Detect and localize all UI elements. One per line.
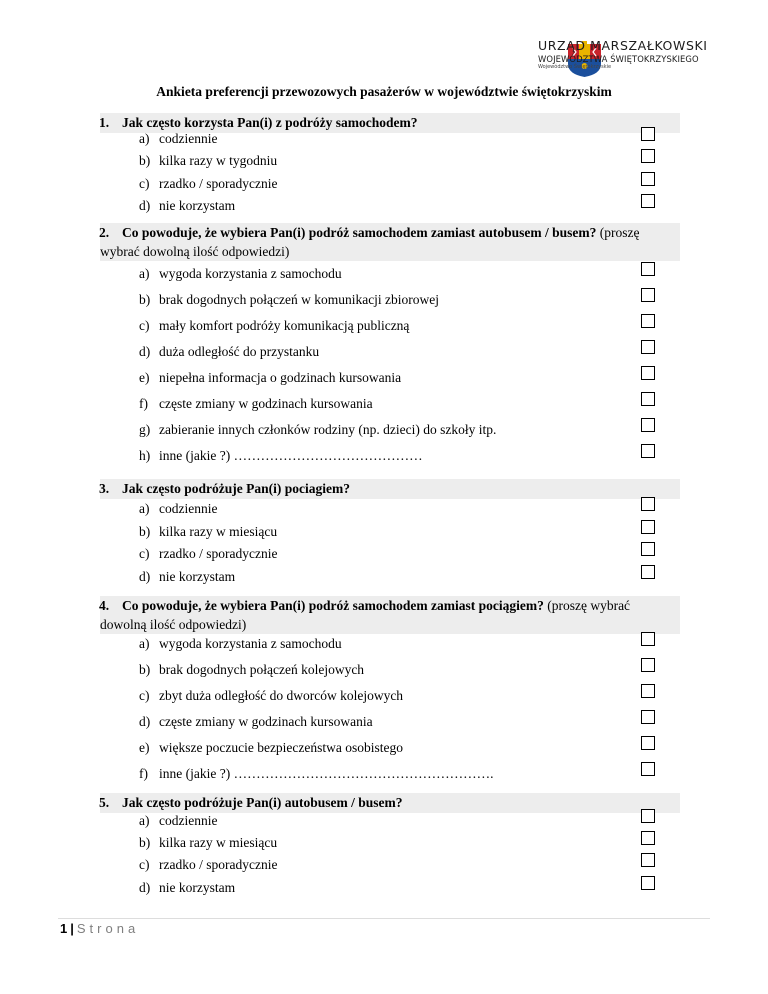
option-label xyxy=(139,766,493,782)
option-letter: f) xyxy=(139,766,148,781)
question-text-bold: Jak często korzysta Pan(i) z podróży samochodem? xyxy=(122,115,418,130)
option-text: nie korzystam xyxy=(159,880,236,895)
option-label xyxy=(139,880,235,896)
option-text: codziennie xyxy=(159,131,218,146)
option-text: kilka razy w miesiącu xyxy=(159,835,278,850)
option-letter: c) xyxy=(139,688,150,703)
option-text: duża odległość do przystanku xyxy=(159,344,320,359)
option-label xyxy=(139,857,277,873)
option-letter: e) xyxy=(139,740,150,755)
option-label xyxy=(139,176,277,192)
option-letter: f) xyxy=(139,396,148,411)
answer-checkbox[interactable] xyxy=(641,762,655,776)
answer-checkbox[interactable] xyxy=(641,565,655,579)
answer-checkbox[interactable] xyxy=(641,172,655,186)
logo-line-2: WOJEWÓDZTWA ŚWIĘTOKRZYSKIEGO xyxy=(538,53,699,64)
question-header xyxy=(100,113,680,133)
question-text-bold: Jak często podróżuje Pan(i) pociagiem? xyxy=(122,481,350,496)
answer-checkbox[interactable] xyxy=(641,194,655,208)
option-letter: b) xyxy=(139,153,151,168)
answer-checkbox[interactable] xyxy=(641,444,655,458)
answer-checkbox[interactable] xyxy=(641,684,655,698)
option-text: większe poczucie bezpieczeństwa osobistego xyxy=(159,740,404,755)
question-text-bold: Co powoduje, że wybiera Pan(i) podróż samochodem zamiast autobusem / busem? xyxy=(122,225,597,240)
option-label xyxy=(139,318,409,334)
question-text xyxy=(100,479,680,499)
option-letter: a) xyxy=(139,813,150,828)
option-letter: d) xyxy=(139,569,151,584)
logo-line-1: URZĄD MARSZAŁKOWSKI xyxy=(538,38,708,53)
option-letter: h) xyxy=(139,448,151,463)
option-text: inne (jakie ?) …………………………………… xyxy=(159,448,423,463)
option-text: mały komfort podróży komunikacją publiczną xyxy=(159,318,410,333)
question-text-bold: Co powoduje, że wybiera Pan(i) podróż samochodem zamiast pociągiem? xyxy=(122,598,544,613)
option-letter: a) xyxy=(139,636,150,651)
answer-checkbox[interactable] xyxy=(641,520,655,534)
answer-checkbox[interactable] xyxy=(641,632,655,646)
option-letter: b) xyxy=(139,292,151,307)
option-label xyxy=(139,740,403,756)
option-letter: d) xyxy=(139,880,151,895)
option-letter: a) xyxy=(139,266,150,281)
option-letter: c) xyxy=(139,318,150,333)
option-letter: b) xyxy=(139,835,151,850)
question-text-note: (proszę xyxy=(599,225,640,240)
question-text-note: (proszę wybrać xyxy=(547,598,631,613)
option-label xyxy=(139,153,277,169)
option-label xyxy=(139,198,235,214)
option-label xyxy=(139,131,217,147)
option-label xyxy=(139,370,401,386)
option-label xyxy=(139,813,217,829)
option-label xyxy=(139,344,319,360)
answer-checkbox[interactable] xyxy=(641,831,655,845)
answer-checkbox[interactable] xyxy=(641,288,655,302)
question-number: 2. xyxy=(99,225,110,240)
option-letter: a) xyxy=(139,131,150,146)
option-label xyxy=(139,636,342,652)
answer-checkbox[interactable] xyxy=(641,127,655,141)
question-text-continued: wybrać dowolną ilość odpowiedzi) xyxy=(100,244,290,259)
option-label xyxy=(139,835,277,851)
question-text xyxy=(100,596,680,615)
option-label xyxy=(139,448,423,464)
answer-checkbox[interactable] xyxy=(641,497,655,511)
option-text: wygoda korzystania z samochodu xyxy=(159,636,342,651)
option-text: częste zmiany w godzinach kursowania xyxy=(159,396,373,411)
answer-checkbox[interactable] xyxy=(641,340,655,354)
answer-checkbox[interactable] xyxy=(641,418,655,432)
option-text: nie korzystam xyxy=(159,569,236,584)
option-label xyxy=(139,292,439,308)
question-header xyxy=(100,223,680,261)
option-text: brak dogodnych połączeń kolejowych xyxy=(159,662,365,677)
document-title: Ankieta preferencji przewozowych pasażerów w województwie świętokrzyskim xyxy=(156,84,612,99)
option-text: nie korzystam xyxy=(159,198,236,213)
option-label xyxy=(139,688,403,704)
option-letter: d) xyxy=(139,714,151,729)
footer-label: Strona xyxy=(76,921,140,936)
option-text: rzadko / sporadycznie xyxy=(159,857,278,872)
question-text xyxy=(100,793,680,813)
answer-checkbox[interactable] xyxy=(641,853,655,867)
option-letter: a) xyxy=(139,501,150,516)
option-label xyxy=(139,396,373,412)
answer-checkbox[interactable] xyxy=(641,314,655,328)
question-number: 4. xyxy=(99,598,110,613)
answer-checkbox[interactable] xyxy=(641,658,655,672)
question-number: 3. xyxy=(99,481,110,496)
option-letter: c) xyxy=(139,176,150,191)
option-text: częste zmiany w godzinach kursowania xyxy=(159,714,373,729)
page-footer xyxy=(60,921,139,936)
option-text: niepełna informacja o godzinach kursowania xyxy=(159,370,402,385)
option-label xyxy=(139,501,217,517)
question-header xyxy=(100,596,680,634)
option-letter: b) xyxy=(139,662,151,677)
option-letter: c) xyxy=(139,546,150,561)
option-text: kilka razy w miesiącu xyxy=(159,524,278,539)
option-letter: e) xyxy=(139,370,150,385)
answer-checkbox[interactable] xyxy=(641,736,655,750)
answer-checkbox[interactable] xyxy=(641,366,655,380)
option-text: rzadko / sporadycznie xyxy=(159,176,278,191)
answer-checkbox[interactable] xyxy=(641,809,655,823)
page-number: 1 xyxy=(60,921,68,936)
answer-checkbox[interactable] xyxy=(641,542,655,556)
option-letter: g) xyxy=(139,422,151,437)
option-label xyxy=(139,266,342,282)
question-text xyxy=(100,113,680,133)
question-text-continued: dowolną ilość odpowiedzi) xyxy=(100,617,247,632)
answer-checkbox[interactable] xyxy=(641,149,655,163)
option-label xyxy=(139,524,277,540)
option-text: zabieranie innych członków rodziny (np. dzieci) do szkoły itp. xyxy=(159,422,497,437)
logo-text xyxy=(538,40,708,70)
question-number: 5. xyxy=(99,795,110,810)
option-label xyxy=(139,662,364,678)
option-letter: c) xyxy=(139,857,150,872)
option-text: codziennie xyxy=(159,501,218,516)
option-letter: b) xyxy=(139,524,151,539)
answer-checkbox[interactable] xyxy=(641,710,655,724)
question-text-bold: Jak często podróżuje Pan(i) autobusem / busem? xyxy=(122,795,403,810)
option-label xyxy=(139,569,235,585)
option-text: inne (jakie ?) …………………………………………………. xyxy=(159,766,494,781)
option-text: rzadko / sporadycznie xyxy=(159,546,278,561)
option-text: codziennie xyxy=(159,813,218,828)
question-header xyxy=(100,793,680,813)
option-text: brak dogodnych połączeń w komunikacji zbiorowej xyxy=(159,292,440,307)
answer-checkbox[interactable] xyxy=(641,392,655,406)
option-letter: d) xyxy=(139,344,151,359)
question-number: 1. xyxy=(99,115,110,130)
answer-checkbox[interactable] xyxy=(641,876,655,890)
footer-divider xyxy=(58,918,710,919)
answer-checkbox[interactable] xyxy=(641,262,655,276)
option-letter: d) xyxy=(139,198,151,213)
question-text xyxy=(100,223,680,242)
footer-separator: | xyxy=(70,921,74,936)
option-label xyxy=(139,714,373,730)
option-text: wygoda korzystania z samochodu xyxy=(159,266,342,281)
option-label xyxy=(139,422,496,438)
question-header xyxy=(100,479,680,499)
option-text: zbyt duża odległość do dworców kolejowych xyxy=(159,688,404,703)
option-text: kilka razy w tygodniu xyxy=(159,153,278,168)
option-label xyxy=(139,546,277,562)
logo-line-3: Województwo Świętokrzyskie xyxy=(538,63,612,70)
